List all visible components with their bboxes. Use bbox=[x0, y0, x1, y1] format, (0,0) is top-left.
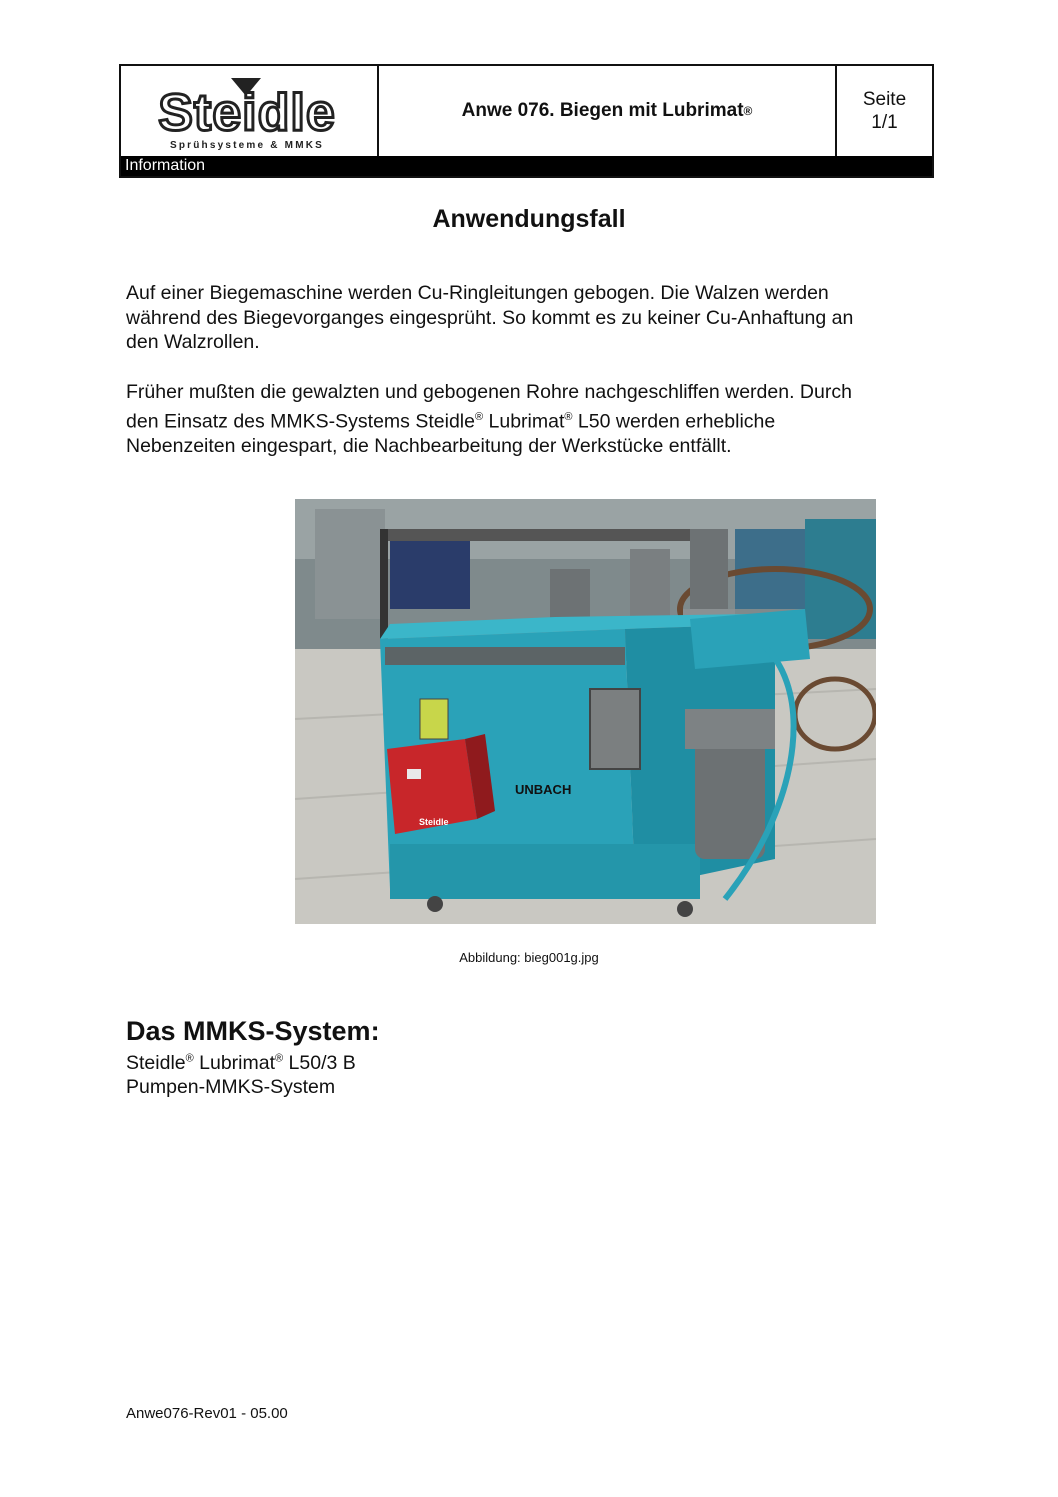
registered-mark: ® bbox=[743, 104, 753, 118]
registered-mark: ® bbox=[185, 1052, 194, 1065]
svg-text:UNBACH: UNBACH bbox=[515, 782, 572, 797]
paragraph-1-line-3: den Walzrollen. bbox=[126, 331, 260, 353]
paragraph-1-line-1: Auf einer Biegemaschine werden Cu-Ringleitungen gebogen. Die Walzen werden bbox=[126, 282, 829, 304]
document-header bbox=[119, 64, 934, 178]
registered-mark: ® bbox=[564, 410, 573, 423]
document-title-text: Anwe 076. Biegen mit Lubrimat bbox=[461, 100, 744, 121]
page-number: 1/1 bbox=[871, 112, 898, 133]
bending-machine-illustration bbox=[295, 499, 876, 924]
svg-text:Sprühsysteme & MMKS: Sprühsysteme & MMKS bbox=[169, 140, 325, 151]
figure-caption: Abbildung: bieg001g.jpg bbox=[459, 950, 599, 965]
paragraph-1 bbox=[126, 281, 936, 355]
page-label: Seite bbox=[862, 89, 907, 110]
paragraph-2-line-3: Nebenzeiten eingespart, die Nachbearbeitung der Werkstücke entfällt. bbox=[126, 434, 732, 457]
document-footer: Anwe076-Rev01 - 05.00 bbox=[126, 1405, 288, 1422]
logo-cell bbox=[121, 66, 379, 156]
registered-mark: ® bbox=[275, 1052, 284, 1065]
system-type-line: Pumpen-MMKS-System bbox=[126, 1076, 336, 1098]
system-title: Das MMKS-System: bbox=[126, 1016, 380, 1046]
machine-photo bbox=[295, 499, 876, 924]
svg-text:Steidle: Steidle bbox=[158, 84, 336, 142]
paragraph-2-line-1: Früher mußten die gewalzten und gebogenen Rohre nachgeschliffen werden. Durch bbox=[126, 381, 852, 403]
document-title bbox=[379, 66, 837, 156]
paragraph-2 bbox=[126, 380, 936, 458]
svg-text:Steidle: Steidle bbox=[419, 817, 449, 827]
system-model-line: Steidle® Lubrimat® L50/3 B bbox=[126, 1052, 356, 1074]
page-indicator bbox=[837, 66, 932, 156]
paragraph-2-line-2: den Einsatz des MMKS-Systems Steidle® Lubrimat® L50 werden erhebliche bbox=[126, 410, 776, 432]
section-heading: Anwendungsfall bbox=[432, 205, 626, 233]
paragraph-1-line-2: während des Biegevorganges eingesprüht. So kommt es zu keiner Cu-Anhaftung an bbox=[126, 306, 854, 329]
info-bar: Information bbox=[121, 156, 932, 176]
registered-mark: ® bbox=[474, 410, 484, 423]
steidle-logo bbox=[135, 76, 367, 152]
